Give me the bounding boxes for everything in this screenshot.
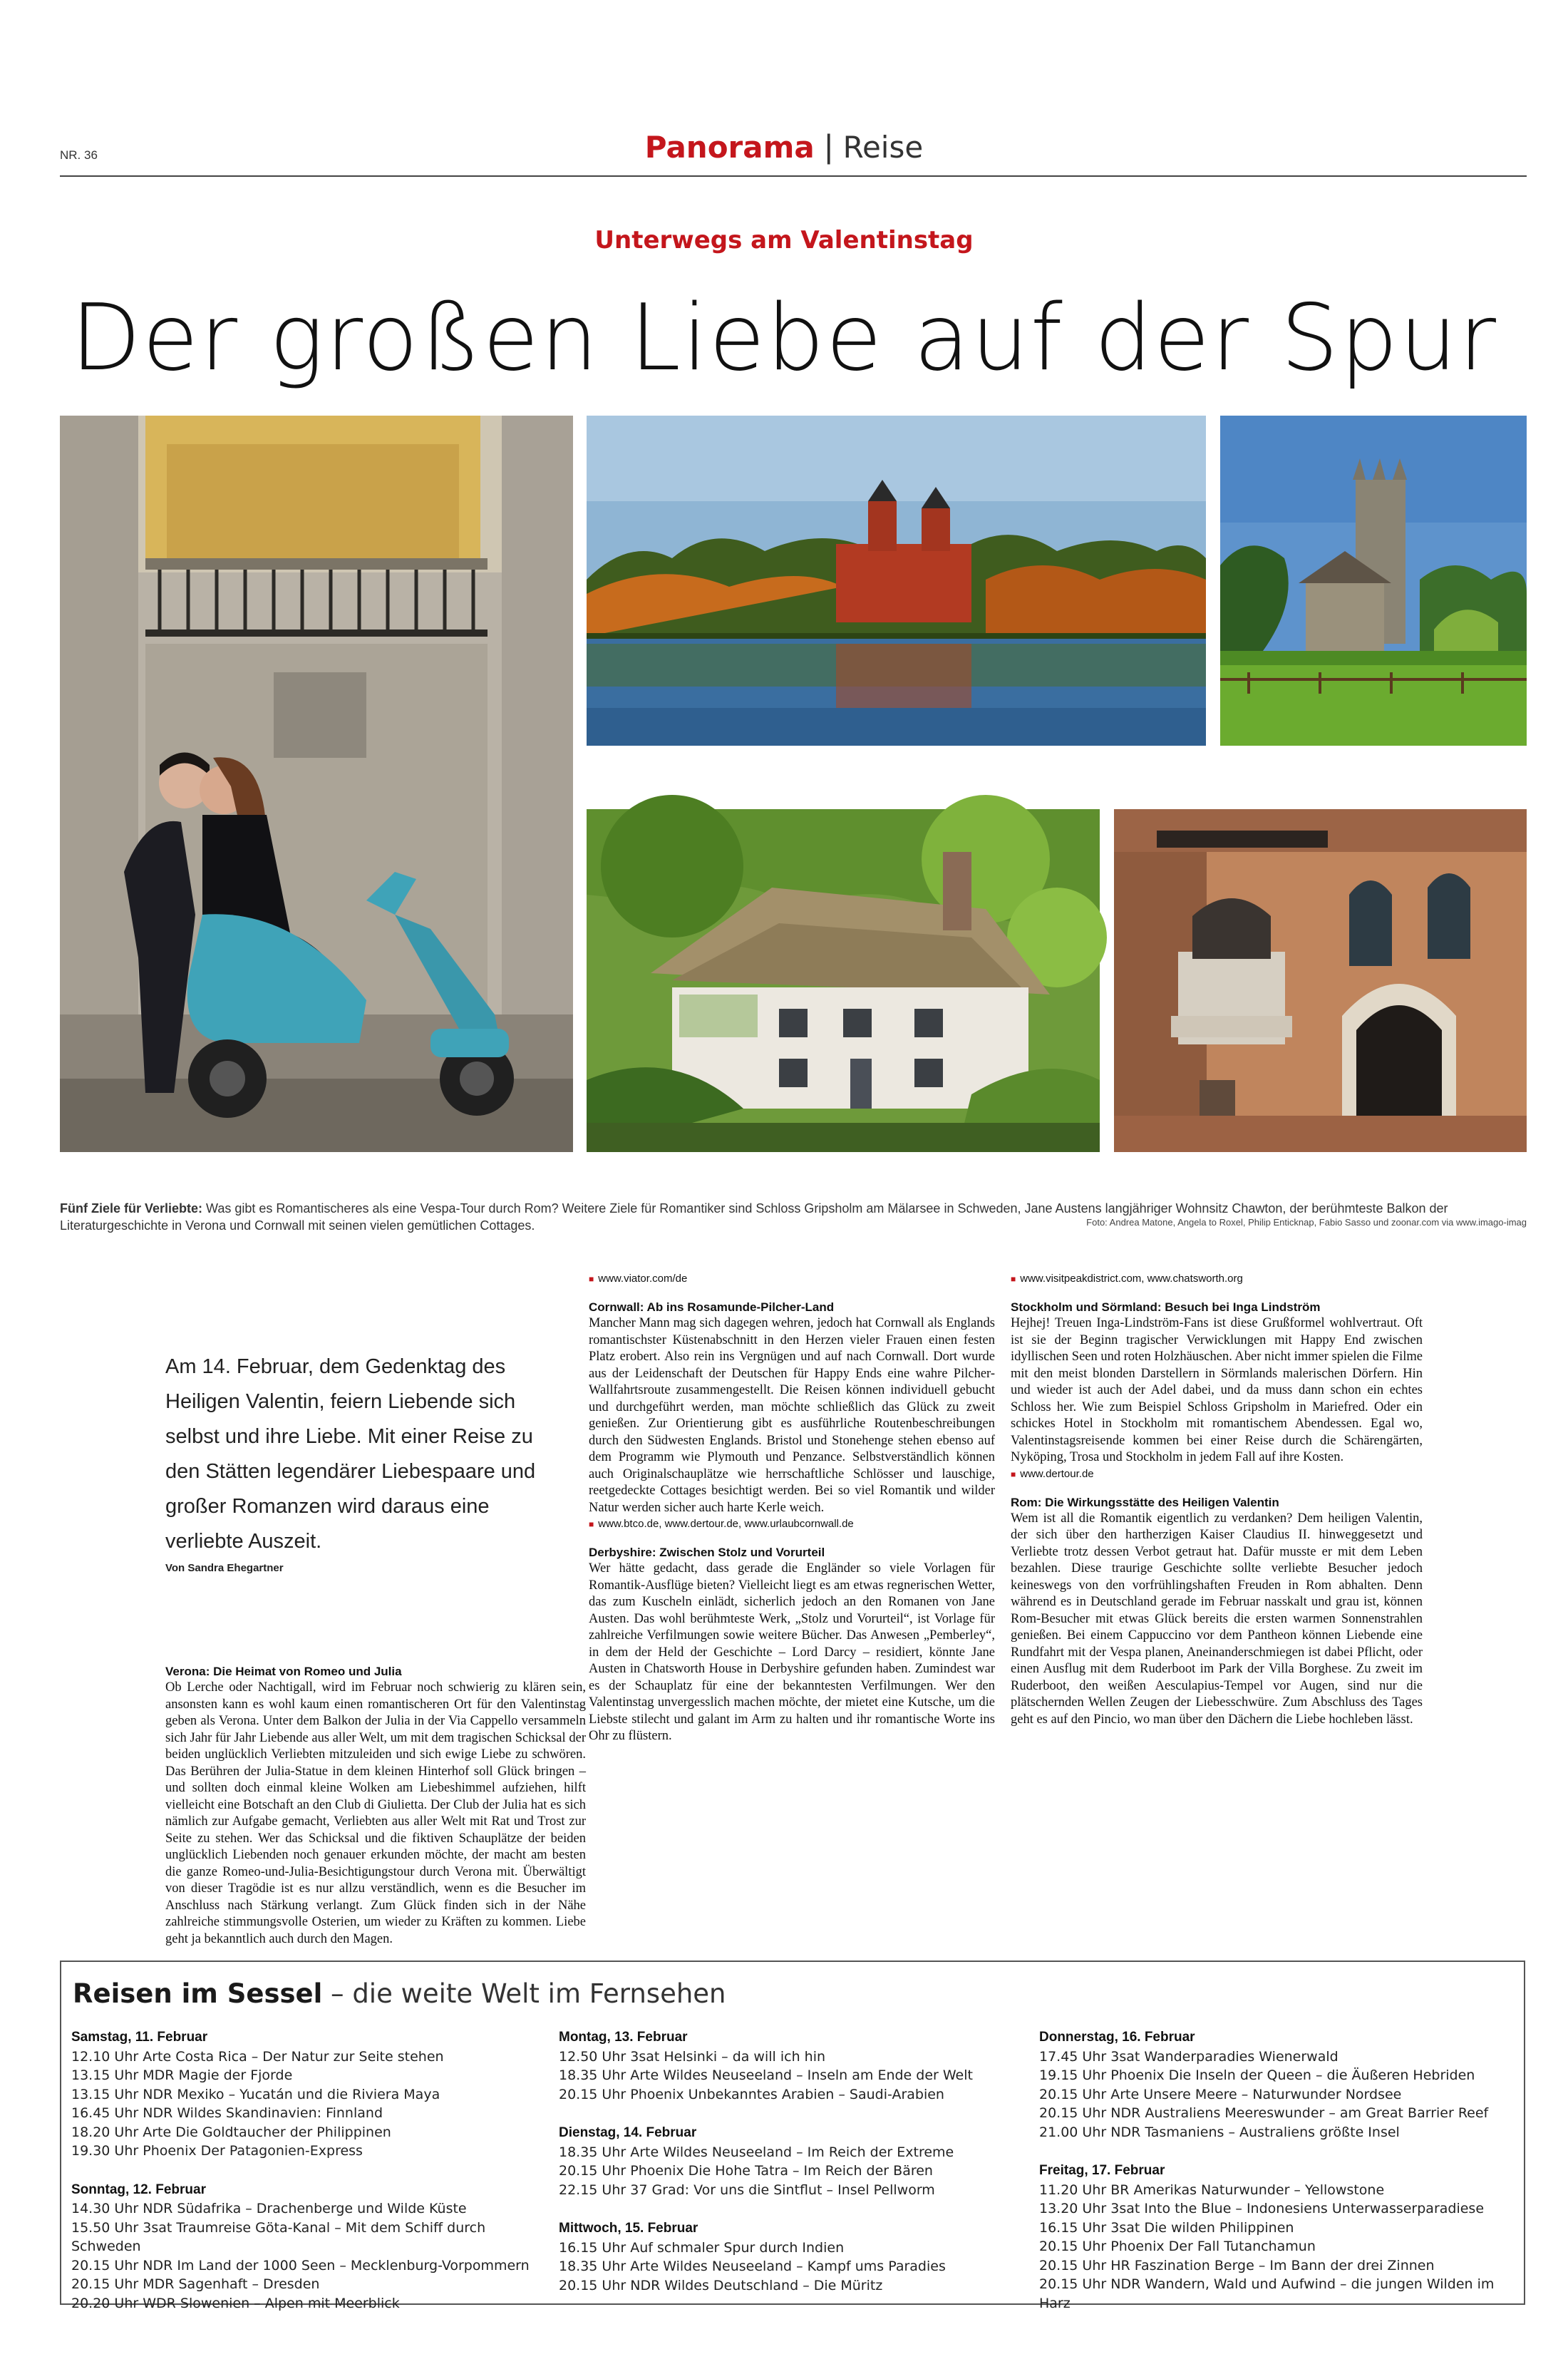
text-rom: Wem ist all die Romantik eigentlich zu verdanken? Dem heiligen Valentin, der sich über den hartherzigen Kaiser Claudius II. hinweggesetzt und Verliebte trotz dessen Verbot getraut hat. Dafür musste er mit dem Leben bezahlen. Diese traurige Geschichte sollte verliebte Besucher jedoch keineswegs von den vorfrühlingshaften Freuden in Rom abhalten. Denn während es in Deutschland gerade im Februar nasskalt und grau ist, können Rom-Besucher mit etwas Glück bereits die ersten warmen Sonnenstrahlen genießen. Bei einem Cappuccino vor dem Pantheon können Liebende eine Rundfahrt mit der Vespa planen, Aneinanderschmiegen ist dabei Pflicht, oder einen Ausflug mit dem Ruderboot im Park der Villa Borghese. Zu zweit im Ruderboot, den weißen Aesculapius-Tempel vor Augen, sind nur die plätschernden Wellen Zeugen der Liebesschwüre. Zum Abschluss des Tages geht es auf den Pincio, wo man über den Dächern die Liebe hochleben lässt. xyxy=(1011,1511,1423,1727)
tv-column-3 xyxy=(1039,2028,1521,2313)
text-derbyshire: Wer hätte gedacht, dass gerade die Engländer so viele Vorlagen für Romantik-Ausflüge bieten? Vielleicht liegt es am etwas regnerischen Wetter, das zum Kuscheln einlädt, sicherlich jedoch an den Romanen von Jane Austen. Das wohl berühmteste Werk, „Stolz und Vorurteil“, ist Vorlage für zahlreiche Verfilmungen sowie weitere Bücher. Das Anwesen „Pemberley“, in dem der Held der Geschichte – Lord Darcy – residiert, könnte Jane Austen in Chatsworth House in Derbyshire gefunden haben. Zumindest war es der Schauplatz für eine der bekanntesten Verfilmungen. Wer den Valentinstag unvergesslich machen möchte, der mietet eine Kutsche, um die Liebste stilecht und galant im Arm zu halten und ihr romantische Worte ins Ohr zu flüstern. xyxy=(589,1561,995,1743)
caption-lead: Fünf Ziele für Verliebte: xyxy=(60,1201,203,1216)
article-column-1 xyxy=(165,1663,586,1946)
heading-verona: Verona: Die Heimat von Romeo und Julia xyxy=(165,1665,402,1678)
photo-gripsholm xyxy=(587,416,1206,746)
bullet-square-icon: ■ xyxy=(589,1519,594,1529)
tv-item: 22.15 Uhr 37 Grad: Vor uns die Sintflut – Insel Pellworm xyxy=(559,2182,935,2198)
tv-item: 18.20 Uhr Arte Die Goldtaucher der Philippinen xyxy=(71,2124,391,2140)
tv-item: 16.15 Uhr Auf schmaler Spur durch Indien xyxy=(559,2239,845,2256)
tv-item: 20.15 Uhr MDR Sagenhaft – Dresden xyxy=(71,2276,320,2292)
link-cornwall[interactable]: ■ www.btco.de, www.dertour.de, www.urlaubcornwall.de xyxy=(589,1518,854,1530)
intro-text: Am 14. Februar, dem Gedenktag des Heiligen Valentin, feiern Liebende sich selbst und ihre Liebe. Mit einer Reise zu den Stätten legendärer Liebespaare und großer Romanzen wird daraus eine verliebte Auszeit. xyxy=(165,1355,536,1553)
heading-stockholm: Stockholm und Sörmland: Besuch bei Inga Lindström xyxy=(1011,1300,1321,1314)
tv-day: Donnerstag, 16. Februar xyxy=(1039,2030,1195,2045)
link-stockholm[interactable]: ■ www.dertour.de xyxy=(1011,1467,1094,1480)
tv-item: 18.35 Uhr Arte Wildes Neuseeland – Kampf ums Paradies xyxy=(559,2259,946,2274)
bullet-square-icon: ■ xyxy=(1011,1469,1016,1479)
heading-cornwall: Cornwall: Ab ins Rosamunde-Pilcher-Land xyxy=(589,1300,835,1314)
article-column-2 xyxy=(589,1271,995,1927)
tv-subtitle: – die weite Welt im Fernsehen xyxy=(322,1978,726,2009)
tv-item: 19.30 Uhr Phoenix Der Patagonien-Express xyxy=(71,2143,363,2159)
tv-day: Freitag, 17. Februar xyxy=(1039,2163,1165,2178)
article-column-3 xyxy=(1011,1271,1423,1927)
tv-item: 16.15 Uhr 3sat Die wilden Philippinen xyxy=(1039,2219,1294,2236)
tv-item: 18.35 Uhr Arte Wildes Neuseeland – Inseln am Ende der Welt xyxy=(559,2067,973,2083)
tv-item: 13.15 Uhr MDR Magie der Fjorde xyxy=(71,2067,293,2083)
tv-item: 13.15 Uhr NDR Mexiko – Yucatán und die Riviera Maya xyxy=(71,2086,440,2102)
tv-item: 12.10 Uhr Arte Costa Rica – Der Natur zur Seite stehen xyxy=(71,2048,444,2065)
tv-item: 15.50 Uhr 3sat Traumreise Göta-Kanal – Mit dem Schiff durch Schweden xyxy=(71,2219,486,2254)
tv-item: 16.45 Uhr NDR Wildes Skandinavien: Finnland xyxy=(71,2105,383,2121)
section-name: Panorama xyxy=(644,130,815,165)
tv-item: 17.45 Uhr 3sat Wanderparadies Wienerwald xyxy=(1039,2048,1339,2065)
tv-item: 18.35 Uhr Arte Wildes Neuseeland – Im Reich der Extreme xyxy=(559,2144,954,2160)
tv-box-title xyxy=(73,1978,726,2009)
tv-item: 20.15 Uhr NDR Australiens Meereswunder – am Great Barrier Reef xyxy=(1039,2105,1489,2121)
tv-day: Dienstag, 14. Februar xyxy=(559,2125,697,2140)
tv-item: 20.15 Uhr NDR Wandern, Wald und Aufwind – die jungen Wilden im Harz xyxy=(1039,2276,1495,2311)
photo-chawton-church xyxy=(1220,416,1527,746)
tv-day: Samstag, 11. Februar xyxy=(71,2030,208,2045)
tv-item: 20.15 Uhr NDR Wildes Deutschland – Die Müritz xyxy=(559,2277,883,2293)
photo-verona-vespa xyxy=(60,416,573,1152)
tv-item: 20.15 Uhr Arte Unsere Meere – Naturwunder Nordsee xyxy=(1039,2086,1402,2102)
tv-day: Montag, 13. Februar xyxy=(559,2030,688,2045)
bullet-square-icon: ■ xyxy=(589,1274,594,1284)
link-verona[interactable]: ■ www.viator.com/de xyxy=(589,1273,688,1285)
subsection-name: Reise xyxy=(842,130,924,165)
text-cornwall: Mancher Mann mag sich dagegen wehren, jedoch hat Cornwall als Englands romantischster Küstenabschnitt in den Herzen vieler Frauen einen festen Platz erobert. Also rein ins Vergnügen und auf nach Cornwall. Dort wurde aus der Leidenschaft der Deutschen für Happy Ends eine wahre Pilcher-Wallfahrtsroute zusammengestellt. Die Reisen können individuell gebucht und durchgeführt werden, man möchte schließlich das Glück zu zweit genießen. Zur Orientierung gibt es ausführliche Routenbeschreibungen durch den Südwesten Englands. Bristol und Stonehenge stehen ebenso auf dem Programm wie Plymouth und Penzance. Selbstverständlich können auch Originalschauplätze wie herrschaftliche Schlösser und lauschige, reetgedeckte Cottages besichtigt werden. Bei so viel Romantik und wilder Natur werden sicher auch harte Kerle weich. xyxy=(589,1316,995,1515)
tv-item: 20.15 Uhr HR Faszination Berge – Im Bann der drei Zinnen xyxy=(1039,2257,1435,2273)
photo-verona-balcony xyxy=(1114,809,1527,1152)
tv-item: 20.15 Uhr Phoenix Der Fall Tutanchamun xyxy=(1039,2239,1316,2254)
caption-text: Was gibt es Romantischeres als eine Vespa-Tour durch Rom? Weitere Ziele für Romantiker sind Schloss Gripsholm am Mälarsee in Schweden, Jane Austens langjähriger Wohnsitz Chawton, der berühmteste Balkon der Literaturgeschichte in Verona und Cornwall mit seinen vielen gemütlichen Cottages. xyxy=(60,1201,1448,1233)
tv-item: 21.00 Uhr NDR Tasmaniens – Australiens größte Insel xyxy=(1039,2124,1400,2140)
photo-credit: Foto: Andrea Matone, Angela to Roxel, Philip Enticknap, Fabio Sasso und zoonar.com via www.imago-imag xyxy=(1086,1217,1527,1228)
bullet-square-icon: ■ xyxy=(1011,1274,1016,1284)
section-header xyxy=(0,127,1568,165)
byline: Von Sandra Ehegartner xyxy=(165,1562,284,1574)
page-number: NR. 36 xyxy=(60,148,98,162)
photo-cornwall-cottage xyxy=(587,809,1100,1152)
kicker: Unterwegs am Valentinstag xyxy=(594,226,974,255)
header-rule xyxy=(60,175,1527,177)
tv-item: 13.20 Uhr 3sat Into the Blue – Indonesiens Unterwasserparadiese xyxy=(1039,2201,1485,2216)
heading-derbyshire: Derbyshire: Zwischen Stolz und Vorurteil xyxy=(589,1546,825,1559)
tv-item: 20.20 Uhr WDR Slowenien – Alpen mit Meerblick xyxy=(71,2295,400,2311)
tv-day: Mittwoch, 15. Februar xyxy=(559,2221,698,2236)
tv-title: Reisen im Sessel xyxy=(73,1978,323,2009)
heading-rom: Rom: Die Wirkungsstätte des Heiligen Valentin xyxy=(1011,1495,1279,1509)
section-divider: | xyxy=(824,128,833,165)
tv-day: Sonntag, 12. Februar xyxy=(71,2182,206,2197)
tv-item: 11.20 Uhr BR Amerikas Naturwunder – Yellowstone xyxy=(1039,2182,1385,2198)
headline: Der großen Liebe auf der Spur xyxy=(71,285,1497,391)
tv-item: 19.15 Uhr Phoenix Die Inseln der Queen – die Äußeren Hebriden xyxy=(1039,2067,1475,2083)
tv-column-2 xyxy=(559,2028,1029,2295)
text-verona: Ob Lerche oder Nachtigall, wird im Februar noch schwierig zu klären sein, ansonsten kann es wohl kaum einen romantischeren Ort für den Valentinstag geben als Verona. Unter dem Balkon der Julia in der Via Cappello versammeln sich Jahr für Jahr Liebende aus aller Welt, um mit dem tragischen Schicksal der beiden unglücklich Verliebten mitzuleiden und sich ewige Liebe zu schwören. Das Berühren der Julia-Statue in dem kleinen Hinterhof soll Glück bringen – und sollten doch einmal kleine Wolken am Liebeshimmel aufziehen, hilft vielleicht eine Botschaft an den Club di Giulietta. Der Club der Julia hat es sich nämlich zur Aufgabe gemacht, Verliebten aus aller Welt mit Rat und Trost zur Seite zu stehen. Wer das Schicksal und die fiktiven Schauplätze der beiden unglücklich Liebenden noch genauer erkunden möchte, der macht am besten die ganze Romeo-und-Julia-Besichtigungstour durch Verona mit. Überwältigt von dieser Tragödie ist es nur allzu verständlich, wenn es die Besucher im Anschluss nach Stärkung verlangt. Zum Glück finden sich in der Nähe zahlreiche stimmungsvolle Osterien, um wieder zu Kräften zu kommen. Liebe geht ja bekanntlich auch durch den Magen. xyxy=(165,1680,586,1946)
tv-column-1 xyxy=(71,2028,542,2313)
tv-item: 20.15 Uhr Phoenix Unbekanntes Arabien – Saudi-Arabien xyxy=(559,2086,944,2102)
tv-item: 14.30 Uhr NDR Südafrika – Drachenberge und Wilde Küste xyxy=(71,2201,467,2216)
tv-item: 20.15 Uhr NDR Im Land der 1000 Seen – Mecklenburg-Vorpommern xyxy=(71,2257,530,2273)
text-stockholm: Hejhej! Treuen Inga-Lindström-Fans ist diese Grußformel wohlvertraut. Oft ist sie der Beginn tragischer Verwicklungen mit Happy End zwischen idyllischen Seen und roten Holzhäuschen. Aber nicht immer spielen die Filme mit den meist blonden Darstellern in Sörmlands malerischen Dörfern. Hin und wieder ist auch der Adel dabei, und da muss dann schon ein echtes Schloss her. Wie zum Beispiel Schloss Gripsholm in Mariefred. Oder ein schickes Hotel in Stockholm mit romantischem Abendessen. Egal wo, Valentinstagsreisende kommen bei einer Reise durch die Schärengärten, Nyköping, Trosa und Stockholm in jedem Fall auf ihre Kosten. xyxy=(1011,1316,1423,1464)
tv-item: 20.15 Uhr Phoenix Die Hohe Tatra – Im Reich der Bären xyxy=(559,2163,933,2179)
link-derbyshire[interactable]: ■ www.visitpeakdistrict.com, www.chatsworth.org xyxy=(1011,1273,1243,1285)
tv-item: 12.50 Uhr 3sat Helsinki – da will ich hin xyxy=(559,2048,826,2065)
